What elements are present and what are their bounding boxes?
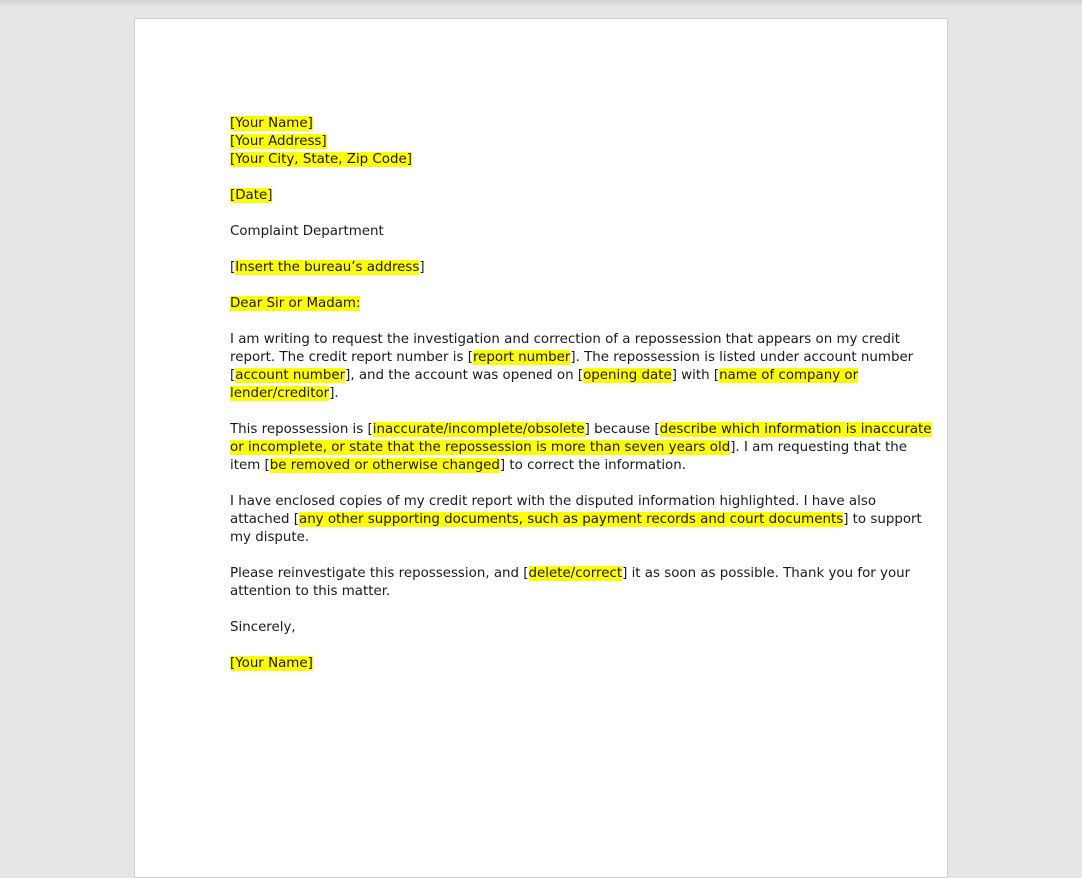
salutation-block [230,295,862,313]
signature-block [230,655,862,673]
account-number-placeholder: account number [235,368,346,383]
recipient-address: Insert the bureau’s address [235,260,420,275]
sender-city-state-zip: [Your City, State, Zip Code] [230,152,412,167]
reason-placeholder: describe which information is inaccurate [659,422,932,437]
status-placeholder: inaccurate/incomplete/obsolete [372,422,585,437]
sender-address: [Your Address] [230,134,327,149]
paragraph-2: This repossession is [inaccurate/incomplete/obsolete] because [describe which information is inaccurate or incomplete, or state that the repossession is more than seven years old]. I am requesting that the item [be removed or otherwise changed] to correct the information. [230,422,932,473]
closing: Sincerely, [230,620,296,635]
opening-date-placeholder: opening date [583,368,672,383]
letter-date: [Date] [230,188,273,203]
recipient-department-block [230,223,862,241]
recipient-department: Complaint Department [230,224,384,239]
paragraph-3: I have enclosed copies of my credit report with the disputed information highlighted. I have also attached [any other supporting documents, such as payment records and court documents] to support my dispute. [230,494,922,545]
delete-correct-placeholder: delete/correct [528,566,623,581]
closing-block [230,619,862,637]
letter-body [230,115,932,691]
creditor-name-placeholder: name of company or [719,368,859,383]
report-number-placeholder: report number [472,350,571,365]
sender-name: [Your Name] [230,116,313,131]
action-placeholder: be removed or otherwise changed [269,458,500,473]
paragraph-4: Please reinvestigate this repossession, and [delete/correct] it as soon as possible. Thank you for your attention to this matter. [230,566,911,599]
creditor-name-placeholder-cont: lender/creditor [230,386,330,401]
signature-name: [Your Name] [230,656,313,671]
document-page[interactable] [134,18,948,878]
window-top-edge [0,0,1082,6]
sender-block [230,115,862,169]
supporting-documents-placeholder: any other supporting documents, such as payment records and court documents [298,512,844,527]
salutation: Dear Sir or Madam: [230,296,361,311]
reason-placeholder-cont: or incomplete, or state that the repossession is more than seven years old [230,440,731,455]
paragraph-1: I am writing to request the investigation and correction of a repossession that appears on my credit report. The credit report number is [report number]. The repossession is listed under account number [account number], and the account was opened on [opening date] with [name of company or lender/creditor]. [230,332,914,401]
recipient-address-block: [Insert the bureau’s address] [230,260,425,275]
date-block [230,187,862,205]
